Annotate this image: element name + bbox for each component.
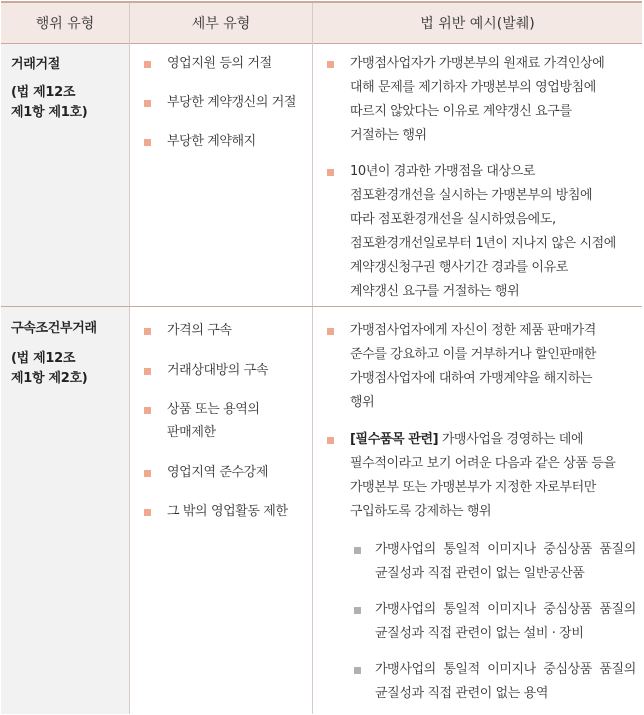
bullet-icon <box>144 328 151 335</box>
bullet-icon <box>327 328 334 335</box>
row2-example2-line: 가맹본부 또는 가맹본부가 지정한 자로부터만 <box>350 480 596 495</box>
row2-example1-line: 준수를 강요하고 이를 거부하거나 할인판매한 <box>350 347 596 362</box>
row2-detail-4: 영업지역 준수강제 <box>167 465 268 480</box>
bullet-icon <box>144 139 151 146</box>
row2-example2-line <box>350 428 583 452</box>
row1-detail-1: 영업지원 등의 거절 <box>167 56 272 71</box>
bullet-icon <box>327 61 334 68</box>
row2-example1-line: 행위 <box>350 395 375 410</box>
row1-example1-line: 따르지 않았다는 이유로 계약갱신 요구를 <box>350 104 572 119</box>
column-divider <box>312 3 313 714</box>
row1-law-line1: (법 제12조 <box>11 85 76 100</box>
bullet-icon <box>144 100 151 107</box>
row2-subitem-line: 균질성과 직접 관련이 없는 일반공산품 <box>375 566 585 581</box>
bullet-icon <box>144 509 151 516</box>
header-col-type <box>1 3 129 44</box>
essential-items-tag: [필수품목 관련] <box>350 432 439 447</box>
row1-law-line2: 제1항 제1호) <box>11 105 88 120</box>
bullet-icon <box>144 470 151 477</box>
bullet-icon <box>327 169 334 176</box>
row2-subitem-line: 가맹사업의 통일적 이미지나 중심상품 품질의 <box>375 662 636 677</box>
header-col-example-label: 법 위반 예시(발췌) <box>420 16 535 32</box>
row2-subitem-line: 가맹사업의 통일적 이미지나 중심상품 품질의 <box>375 602 636 617</box>
row2-detail-2: 거래상대방의 구속 <box>167 363 268 378</box>
row2-detail-3: 상품 또는 용역의 <box>167 402 260 417</box>
bullet-icon <box>144 368 151 375</box>
row1-type-title: 거래거절 <box>11 57 61 72</box>
sub-bullet-icon <box>354 547 361 554</box>
row1-example2-line: 계약갱신 요구를 거절하는 행위 <box>350 284 520 299</box>
row2-detail-1: 가격의 구속 <box>167 323 232 338</box>
row1-example2-line: 점포환경개선을 실시하는 가맹본부의 방침에 <box>350 188 593 203</box>
bullet-icon <box>327 437 334 444</box>
row1-example1-line: 거절하는 행위 <box>350 128 427 143</box>
row1-example2-line: 따라 점포환경개선을 실시하였음에도, <box>350 212 556 227</box>
bullet-icon <box>144 61 151 68</box>
row2-example1-line: 가맹점사업자에 대하여 가맹계약을 해지하는 <box>350 371 593 386</box>
row1-example2-line: 점포환경개선일로부터 1년이 지나지 않은 시점에 <box>350 236 616 251</box>
row1-example2-line: 계약갱신청구권 행사기간 경과를 이유로 <box>350 260 568 275</box>
row2-example1-line: 가맹점사업자에게 자신이 정한 제품 판매가격 <box>350 323 596 338</box>
bullet-icon <box>144 407 151 414</box>
row1-detail-3: 부당한 계약해지 <box>167 134 256 149</box>
header-col-detail <box>130 3 312 44</box>
row2-subitem-line: 가맹사업의 통일적 이미지나 중심상품 품질의 <box>375 542 636 557</box>
row2-law-line2: 제1항 제2호) <box>11 371 88 386</box>
row2-example2-line: 필수적이라고 보기 어려운 다음과 같은 상품 등을 <box>350 456 616 471</box>
row-divider <box>1 306 642 307</box>
row2-type-title: 구속조건부거래 <box>11 321 97 336</box>
row2-example2-line: 구입하도록 강제하는 행위 <box>350 504 492 519</box>
violation-table <box>1 1 642 714</box>
sub-bullet-icon <box>354 607 361 614</box>
row2-detail-3-cont: 판매제한 <box>167 425 216 440</box>
row2-detail-5: 그 밖의 영업활동 제한 <box>167 504 288 519</box>
row2-example2-text: 가맹사업을 경영하는 데에 <box>438 432 584 447</box>
header-col-detail-label: 세부 유형 <box>191 16 251 32</box>
header-col-type-label: 행위 유형 <box>35 16 95 32</box>
column-divider <box>129 3 130 714</box>
row1-detail-2: 부당한 계약갱신의 거절 <box>167 95 297 110</box>
row1-example1-line: 대해 문제를 제기하자 가맹본부의 영업방침에 <box>350 80 596 95</box>
row2-law-line1: (법 제12조 <box>11 351 76 366</box>
row2-subitem-line: 균질성과 직접 관련이 없는 설비 · 장비 <box>375 626 584 641</box>
row1-example1-line: 가맹점사업자가 가맹본부의 원재료 가격인상에 <box>350 56 605 71</box>
sub-bullet-icon <box>354 667 361 674</box>
header-col-example <box>313 3 642 44</box>
row2-subitem-line: 균질성과 직접 관련이 없는 용역 <box>375 686 548 701</box>
row1-example2-line: 10년이 경과한 가맹점을 대상으로 <box>350 164 535 179</box>
